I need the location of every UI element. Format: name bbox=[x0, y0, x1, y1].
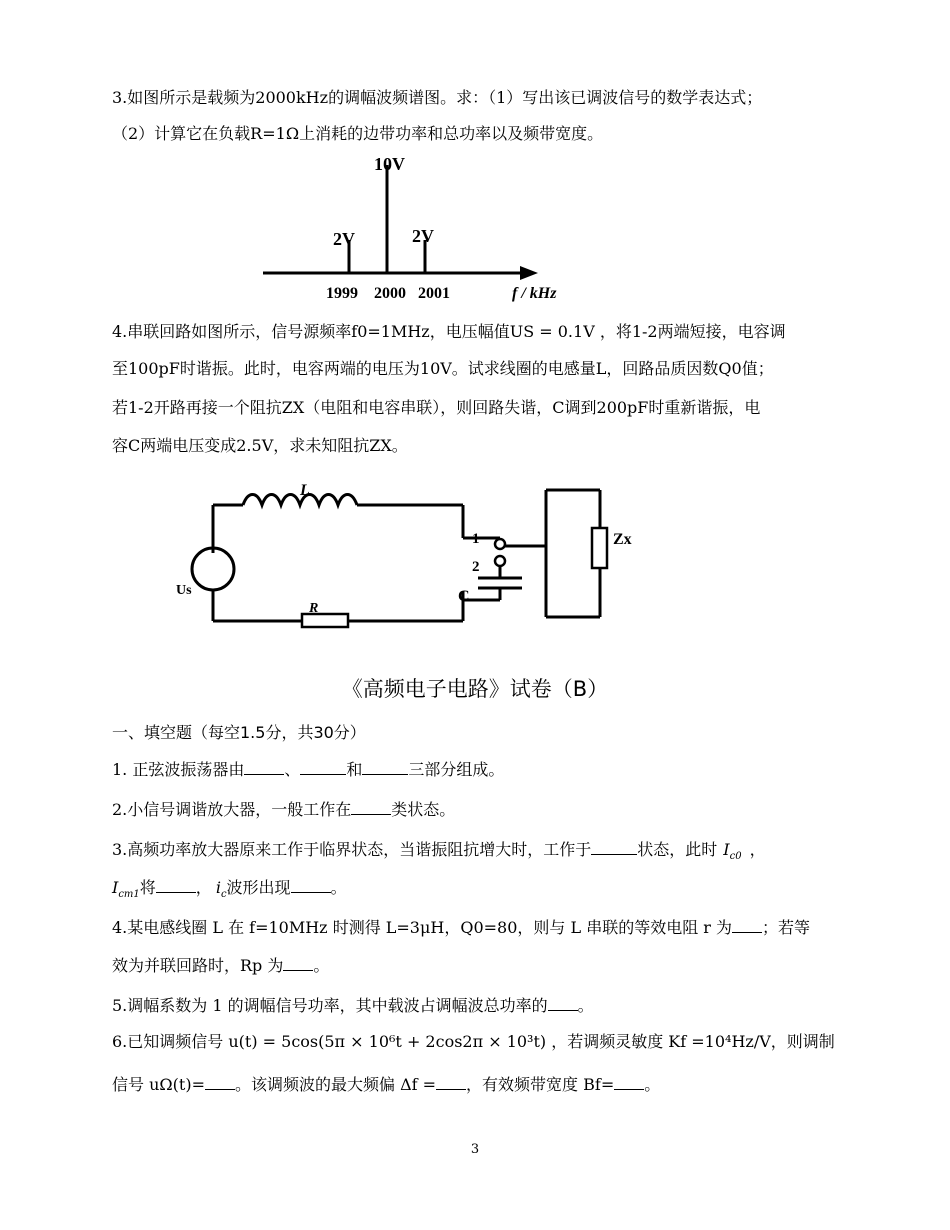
tick-label: 2000 bbox=[374, 285, 406, 302]
source-label: Us bbox=[176, 583, 192, 598]
page-number: 3 bbox=[470, 1142, 480, 1157]
q1-text: 三部分组成。 bbox=[408, 760, 505, 779]
q1-text: 和 bbox=[346, 760, 363, 779]
problem-4-line-3: 若1-2开路再接一个阻抗ZX（电阻和电容串联），则回路失谐，C调到200pF时重新谐振，电 bbox=[112, 398, 761, 417]
answer-blank[interactable] bbox=[732, 916, 762, 933]
q3-text: 。 bbox=[330, 878, 347, 897]
question-4-line-2 bbox=[112, 954, 329, 976]
exam-title: 《高频电子电路》试卷（B） bbox=[341, 677, 609, 701]
answer-blank[interactable] bbox=[614, 1073, 644, 1090]
q6-text: 。 bbox=[644, 1075, 661, 1094]
q6-text: 信号 uΩ(t)= bbox=[112, 1075, 205, 1094]
impedance-label: Zx bbox=[613, 531, 632, 548]
section-title: 一、填空题（每空1.5分，共30分） bbox=[112, 723, 366, 742]
terminal-2-node bbox=[495, 556, 505, 566]
ic0-symbol: I bbox=[723, 840, 730, 859]
answer-blank[interactable] bbox=[244, 758, 284, 775]
q5-text: 。 bbox=[577, 996, 594, 1015]
circuit-diagram bbox=[0, 470, 950, 640]
problem-3-line-1: 3.如图所示是载频为2000kHz的调幅波频谱图。求：（1）写出该已调波信号的数学表达式； bbox=[112, 88, 763, 107]
axis-label: f / kHz bbox=[512, 285, 557, 302]
icm1-symbol: I bbox=[112, 878, 119, 897]
question-2 bbox=[112, 798, 455, 820]
upper-sideband-amplitude-label: 2V bbox=[412, 226, 434, 246]
q6-text: 。该调频波的最大频偏 Δf = bbox=[234, 1075, 437, 1094]
axis-arrow bbox=[520, 266, 538, 280]
q4-text: 。 bbox=[313, 956, 330, 975]
answer-blank[interactable] bbox=[362, 758, 408, 775]
q4-text: 4.某电感线圈 L 在 f=10MHz 时测得 L=3μH，Q0=80，则与 L 串联的等效电阻 r 为 bbox=[112, 918, 733, 937]
carrier-amplitude-label: 10V bbox=[374, 154, 405, 174]
q3-text: 波形出现 bbox=[226, 878, 291, 897]
inductor-label: L bbox=[300, 482, 310, 499]
problem-4-line-2: 至100pF时谐振。此时，电容两端的电压为10V。试求线圈的电感量L，回路品质因数Q0值； bbox=[112, 359, 774, 378]
answer-blank[interactable] bbox=[156, 876, 196, 893]
q5-text: 5.调幅系数为 1 的调幅信号功率，其中载波占调幅波总功率的 bbox=[112, 996, 548, 1015]
terminal-1-label: 1 bbox=[472, 531, 480, 547]
question-5 bbox=[112, 994, 594, 1016]
question-3-line-2 bbox=[112, 876, 347, 905]
ic0-subscript: c0 bbox=[729, 851, 742, 863]
problem-3-line-2: （2）计算它在负载R=1Ω上消耗的边带功率和总功率以及频带宽度。 bbox=[112, 124, 604, 143]
q3-text: 3.高频功率放大器原来工作于临界状态，当谐振阻抗增大时，工作于 bbox=[112, 840, 592, 859]
q3-text: ， bbox=[749, 840, 766, 859]
ic-symbol: i bbox=[215, 878, 221, 897]
q1-text: 1. 正弦波振荡器由 bbox=[112, 760, 245, 779]
q3-text: 状态，此时 bbox=[637, 840, 718, 859]
terminal-1-node bbox=[495, 539, 505, 549]
answer-blank[interactable] bbox=[548, 994, 578, 1011]
answer-blank[interactable] bbox=[283, 954, 313, 971]
q3-text: ， bbox=[195, 878, 212, 897]
tick-label: 2001 bbox=[418, 285, 450, 302]
voltage-source-symbol bbox=[192, 548, 234, 590]
answer-blank[interactable] bbox=[591, 838, 637, 855]
impedance-zx-symbol bbox=[592, 528, 607, 568]
question-4-line-1 bbox=[112, 916, 810, 938]
icm1-subscript: cm1 bbox=[118, 889, 140, 901]
answer-blank[interactable] bbox=[300, 758, 346, 775]
q1-text: 、 bbox=[284, 760, 301, 779]
question-3-line-1 bbox=[112, 838, 766, 867]
answer-blank[interactable] bbox=[205, 1073, 235, 1090]
answer-blank[interactable] bbox=[291, 876, 331, 893]
problem-4-line-4: 容C两端电压变成2.5V，求未知阻抗ZX。 bbox=[112, 436, 408, 455]
capacitor-label: C bbox=[458, 588, 470, 605]
answer-blank[interactable] bbox=[351, 798, 391, 815]
q3-text: 将 bbox=[139, 878, 156, 897]
q2-text: 类状态。 bbox=[391, 800, 456, 819]
problem-4-line-1: 4.串联回路如图所示，信号源频率f0=1MHz，电压幅值US = 0.1V ，将1-2两端短接，电容调 bbox=[112, 322, 786, 341]
ic-subscript: c bbox=[220, 889, 227, 901]
tick-label: 1999 bbox=[326, 285, 358, 302]
q4-text: ；若等 bbox=[762, 918, 811, 937]
spectrum-diagram bbox=[0, 150, 950, 310]
question-6-line-2 bbox=[112, 1073, 660, 1095]
q2-text: 2.小信号调谐放大器，一般工作在 bbox=[112, 800, 352, 819]
answer-blank[interactable] bbox=[436, 1073, 466, 1090]
resistor-label: R bbox=[309, 601, 319, 616]
q6-text: ，有效频带宽度 Bf= bbox=[466, 1075, 615, 1094]
question-6-line-1: 6.已知调频信号 u(t) = 5cos(5π × 10⁶t + 2cos2π × 10³t) ，若调频灵敏度 Kf =10⁴Hz/V，则调制 bbox=[112, 1032, 835, 1051]
terminal-2-label: 2 bbox=[472, 559, 480, 575]
question-1 bbox=[112, 758, 504, 780]
lower-sideband-amplitude-label: 2V bbox=[333, 229, 355, 249]
q4-text: 效为并联回路时，Rp 为 bbox=[112, 956, 284, 975]
